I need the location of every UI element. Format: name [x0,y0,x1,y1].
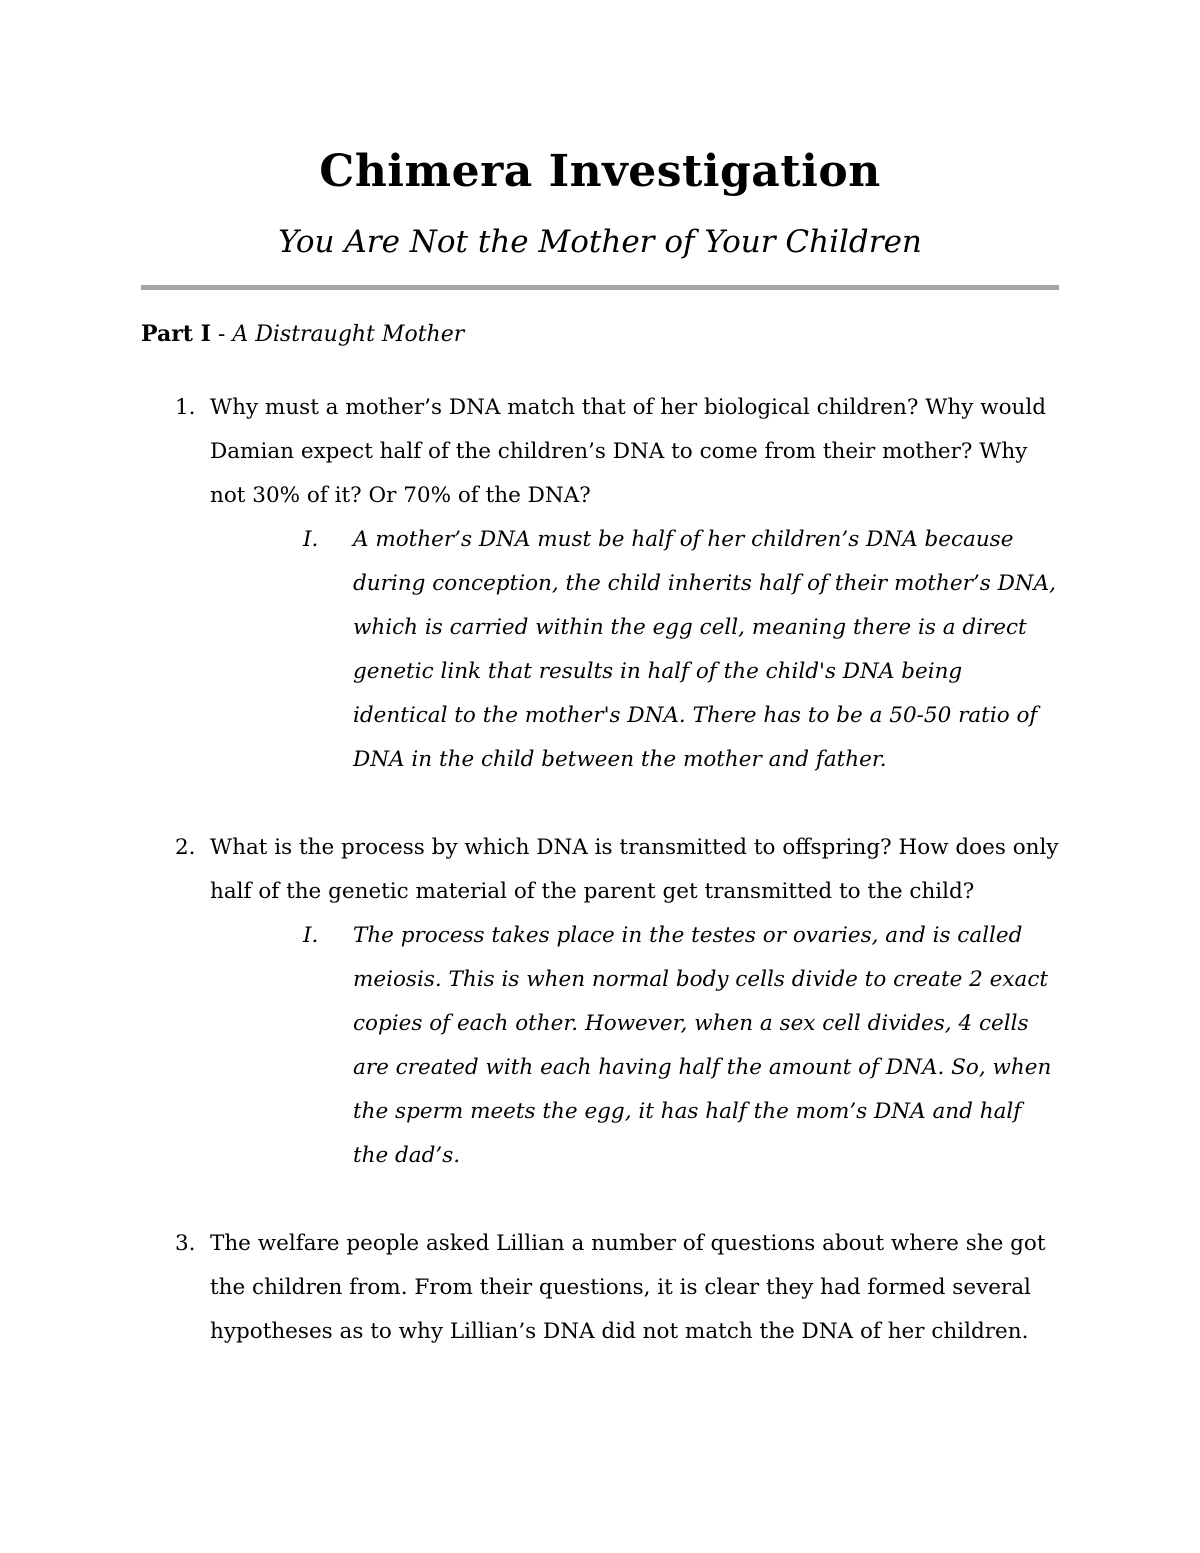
page-title: Chimera Investigation [319,146,881,197]
page-subtitle: You Are Not the Mother of Your Children [278,223,922,260]
question-text: The welfare people asked Lillian a number of questions about where she got the children from. From their questions, it is clear they had formed several hypotheses as to why Lillian’s DNA did not match the DNA of her children. [210,1230,1046,1344]
question-row [141,826,1059,914]
question-row [141,1222,1059,1354]
answer-row [141,518,1059,782]
question-text: Why must a mother’s DNA match that of her biological children? Why would Damian expect half of the children’s DNA to come from their mother? Why not 30% of it? Or 70% of the DNA? [210,394,1047,508]
section-name: A Distraught Mother [232,321,465,347]
section-divider [141,285,1059,290]
question-group-2 [141,826,1059,1178]
question-group-3 [141,1222,1059,1354]
question-group-1 [141,386,1059,782]
answer-marker: I. [303,526,319,552]
section-separator: - [210,321,233,347]
answer-row [141,914,1059,1178]
question-row [141,386,1059,518]
answer-text: A mother’s DNA must be half of her children’s DNA because during conception, the child inherits half of their mother’s DNA, which is carried within the egg cell, meaning there is a direct genetic link that results in half of the child's DNA being identical to the mother's DNA. There has to be a 50-50 ratio of DNA in the child between the mother and father. [353,526,1056,772]
answer-text: The process takes place in the testes or ovaries, and is called meiosis. This is when normal body cells divide to create 2 exact copies of each other. However, when a sex cell divides, 4 cells are created with each having half the amount of DNA. So, when the sperm meets the egg, it has half the mom’s DNA and half the dad’s. [353,922,1052,1168]
question-number: 1. [175,394,196,420]
question-list [141,386,1059,1354]
question-number: 3. [175,1230,196,1256]
answer-marker: I. [303,922,319,948]
question-number: 2. [175,834,196,860]
section-label: Part I [141,320,211,347]
section-heading [141,321,1059,348]
question-text: What is the process by which DNA is transmitted to offspring? How does only half of the genetic material of the parent get transmitted to the child? [210,834,1059,904]
